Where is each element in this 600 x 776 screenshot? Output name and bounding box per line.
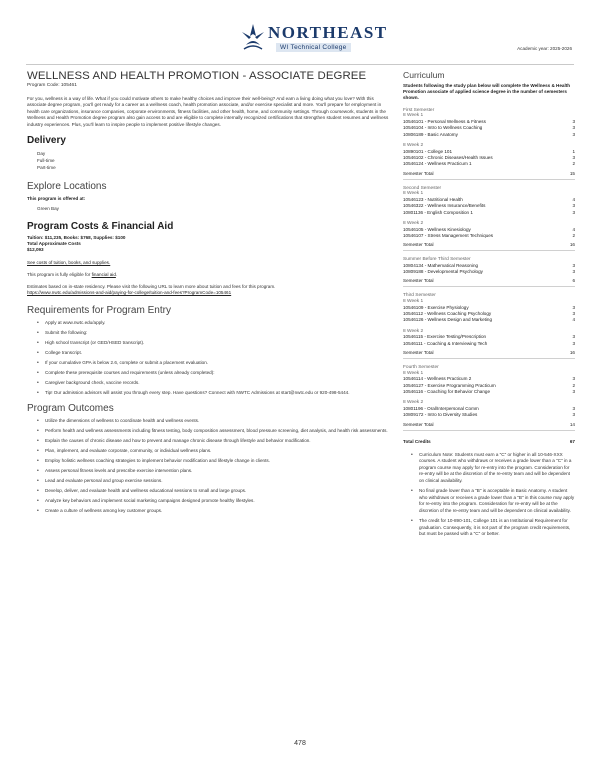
course-title: 10546126 - Wellness Design and Marketing — [403, 317, 493, 323]
course-credits: 4 — [572, 196, 575, 202]
requirements-list — [27, 320, 389, 397]
program-intro: For you, wellness is a way of life. What if you could motivate others to make healthy choices and improve their well-being? And earn a living doing what you love? With this associate degree program, you'll get ready for a career as a wellness coach, health promotion associate, and/or exercise specialist and more. You'll prepare for employment in health care organizations, insurance companies, corporate environments, fitness facilities, and other health, home, and community settings. Through coursework, students in the Wellness and Health Promotion degree program also gain access to and are eligible to complete internally recognized certifications that strengthen student resumes and wellness industry experiences. Plus, you'll learn to inspire people to implement positive lifestyle changes. — [27, 95, 389, 127]
semester — [403, 108, 575, 180]
logo-subtitle: WI Technical College — [276, 43, 351, 52]
course-title: 10801196 - Oral/Interpersonal Comm — [403, 405, 479, 411]
course-credits: 4 — [572, 317, 575, 323]
list-item: • Assess personal fitness levels and prescribe exercise intervention plans. — [37, 468, 389, 474]
course-credits: 3 — [572, 304, 575, 310]
semester-total-label: Semester Total — [403, 242, 434, 248]
course-row — [403, 132, 575, 138]
financial-aid-end: . — [115, 271, 118, 277]
curriculum-column — [403, 70, 575, 542]
financial-aid-link[interactable]: financial aid — [91, 271, 116, 277]
course-title: 10809172 - Intro to Diversity Studies — [403, 412, 478, 418]
course-title: 10546322 - Wellness Insurance/Benefits — [403, 203, 486, 209]
semester-total-row — [403, 171, 575, 180]
tuition-line: Tuition: $11,235, Books: $768, Supplies: $100 — [27, 234, 126, 240]
list-item: • Apply at www.nwtc.edu/apply. — [37, 320, 389, 326]
course-row — [403, 210, 575, 216]
tuition-url-link[interactable]: https://www.nwtc.edu/admissions-and-aid/paying-for-college/tuition-and-fees?ProgramCode=105461 — [27, 289, 232, 295]
semester-total-value: 15 — [569, 170, 575, 176]
curriculum-intro: Students following the study plan below will complete the Wellness & Health Promotion associate of applied science degree in the number of semesters shown. — [403, 83, 571, 101]
list-item: • Utilize the dimensions of wellness to coordinate health and wellness events. — [37, 418, 389, 424]
semester — [403, 293, 575, 359]
semester-total-value: 16 — [569, 242, 575, 248]
course-credits: 2 — [572, 382, 575, 388]
course-title: 10890101 - College 101 — [403, 148, 453, 154]
semester-name: Second Semester — [403, 185, 442, 191]
logo-name: NORTHEAST — [268, 23, 388, 42]
page-number: 478 — [294, 740, 306, 747]
semester — [403, 186, 575, 252]
course-credits: 3 — [572, 269, 575, 275]
outcomes-heading: Program Outcomes — [27, 402, 114, 414]
course-row — [403, 341, 575, 347]
estimate-text: Estimates based on in-state residency. Please visit the following URL to learn more about tuition and fees for this program. — [27, 283, 276, 289]
course-credits: 4 — [572, 226, 575, 232]
block-name: 8 Week 1 — [403, 191, 424, 197]
list-item: • Complete these prerequisite courses and requirements (unless already completed): — [37, 370, 389, 376]
page-title: WELLNESS AND HEALTH PROMOTION - ASSOCIATE DEGREE — [27, 70, 367, 82]
course-title: 10546102 - Chronic Diseases/Health Issues — [403, 154, 493, 160]
semester-name: Summer Before Third Semester — [403, 257, 471, 263]
course-credits: 3 — [572, 154, 575, 160]
course-credits: 2 — [572, 232, 575, 238]
semester-total-row — [403, 278, 575, 287]
course-credits: 3 — [572, 262, 575, 268]
locations-list — [27, 206, 389, 213]
course-title: 10806189 - Basic Anatomy — [403, 131, 458, 137]
course-title: 10546124 - Wellness Practicum 1 — [403, 161, 472, 167]
semester-block — [403, 191, 575, 216]
program-code: Program Code: 105461 — [27, 82, 77, 88]
semester-name: First Semester — [403, 107, 435, 113]
block-name: 8 Week 2 — [403, 328, 424, 334]
semester-total-label: Semester Total — [403, 170, 434, 176]
total-credits-label: Total Credits — [403, 438, 431, 444]
course-credits: 3 — [572, 203, 575, 209]
list-item: Green Bay — [37, 205, 59, 211]
course-title: 10546111 - Coaching & Interviewing Tech — [403, 340, 488, 346]
course-title: 10801136 - English Composition 1 — [403, 209, 473, 215]
course-credits: 3 — [572, 334, 575, 340]
course-credits: 3 — [572, 412, 575, 418]
semester-block — [403, 299, 575, 324]
course-row — [403, 389, 575, 395]
course-row — [403, 412, 575, 418]
financial-aid-text: This program is fully eligible for — [27, 271, 91, 277]
course-title: 10809188 - Developmental Psychology — [403, 269, 483, 275]
course-title: 10546114 - Wellness Practicum 2 — [403, 376, 472, 382]
semester-block — [403, 400, 575, 418]
list-item: • College transcript. — [37, 350, 389, 356]
list-item: • Explain the causes of chronic disease and how to prevent and manage chronic disease through lifestyle and behavior modification. — [37, 438, 389, 444]
course-credits: 3 — [572, 405, 575, 411]
semester-list — [403, 108, 575, 431]
curriculum-notes — [403, 452, 575, 538]
course-credits: 2 — [572, 161, 575, 167]
semester-total-value: 14 — [569, 421, 575, 427]
semester-total-label: Semester Total — [403, 421, 434, 427]
course-credits: 3 — [572, 376, 575, 382]
course-credits: 3 — [572, 131, 575, 137]
curriculum-heading: Curriculum — [403, 70, 445, 80]
semester-total-value: 6 — [572, 278, 575, 284]
semester-total-label: Semester Total — [403, 278, 434, 284]
course-credits: 3 — [572, 119, 575, 125]
program-details-column — [27, 70, 389, 519]
block-name: 8 Week 1 — [403, 370, 424, 376]
total-credits-value: 67 — [569, 438, 575, 444]
block-name: 8 Week 2 — [403, 400, 424, 406]
semester-block — [403, 113, 575, 138]
block-name: 8 Week 2 — [403, 142, 424, 148]
semester-total-row — [403, 242, 575, 251]
course-title: 10804134 - Mathematical Reasoning — [403, 262, 479, 268]
delivery-heading: Delivery — [27, 135, 66, 147]
approx-costs-label: Total Approximate Costs — [27, 240, 81, 246]
requirements-heading: Requirements for Program Entry — [27, 304, 171, 316]
list-item: • Perform health and wellness assessments including fitness testing, body composition assessment, blood pressure screening, diet analysis, and health risk assessments. — [37, 428, 389, 434]
list-item: • Submit the following: — [37, 330, 389, 336]
offered-at-label: This program is offered at: — [27, 196, 86, 202]
course-row — [403, 161, 575, 167]
semester-total-label: Semester Total — [403, 349, 434, 355]
list-item: • Develop, deliver, and evaluate health and wellness educational sessions to small and large groups. — [37, 488, 389, 494]
course-row — [403, 269, 575, 275]
delivery-list — [27, 151, 389, 172]
list-item: • Curriculum Note: Students must earn a "C" or higher in all 10-546-XXX courses. A student who withdraws or receives a grade lower than a "C" in a program course may apply for re-entry into the program. Consideration for re-entry will be at the discretion of the re-entry team and will be dependent on clinical availability. — [411, 452, 575, 485]
course-title: 10546123 - Nutritional Health — [403, 196, 463, 202]
costs-heading: Program Costs & Financial Aid — [27, 220, 174, 232]
course-title: 10546112 - Wellness Coaching Psychology — [403, 311, 492, 317]
total-credits-row — [403, 439, 575, 446]
block-name: 8 Week 2 — [403, 220, 424, 226]
see-costs-link[interactable]: See costs of tuition, books, and supplies. — [27, 259, 111, 265]
list-item: • Create a culture of wellness among key customer groups. — [37, 508, 389, 514]
course-row — [403, 317, 575, 323]
list-item: Part-time — [37, 165, 56, 171]
financial-aid-line — [27, 272, 389, 278]
semester-total-value: 16 — [569, 349, 575, 355]
course-credits: 3 — [572, 340, 575, 346]
list-item: • Employ holistic wellness coaching strategies to implement behavior modification and lifestyle change in clients. — [37, 458, 389, 464]
course-title: 10546104 - Intro to Wellness Coaching — [403, 125, 483, 131]
list-item: • Caregiver background check, vaccine records. — [37, 380, 389, 386]
semester-block — [403, 329, 575, 347]
semester-block — [403, 221, 575, 239]
academic-year: Academic year: 2025-2026 — [517, 46, 572, 51]
course-title: 10546107 - Stress Management Techniques — [403, 232, 494, 238]
semester-name: Third Semester — [403, 293, 436, 299]
semester-name: Fourth Semester — [403, 364, 439, 370]
course-credits: 3 — [572, 311, 575, 317]
list-item: • Lead and evaluate personal and group exercise sessions. — [37, 478, 389, 484]
semester-block — [403, 143, 575, 168]
course-title: 10546116 - Coaching for Behavior Change — [403, 388, 491, 394]
outcomes-list — [27, 418, 389, 515]
course-credits: 1 — [572, 148, 575, 154]
list-item: • High school transcript (or GED/HSED transcript). — [37, 340, 389, 346]
list-item: • Tip! Our admission advisors will assist you through every step. Have questions? Connect with NWTC Admissions at start@nwtc.edu or 920-498-5444. — [37, 390, 389, 396]
approx-costs-value: $12,093 — [27, 247, 44, 253]
semester-block — [403, 371, 575, 396]
course-title: 10546105 - Wellness Kinesiology — [403, 226, 471, 232]
course-title: 10546115 - Exercise Testing/Prescription — [403, 334, 487, 340]
page-header — [0, 22, 600, 62]
list-item: • If your cumulative GPA is below 2.6, complete or submit a placement evaluation. — [37, 360, 389, 366]
block-name: 8 Week 1 — [403, 299, 424, 305]
block-name: 8 Week 1 — [403, 113, 424, 119]
compass-star-icon — [238, 23, 268, 55]
locations-heading: Explore Locations — [27, 181, 107, 193]
semester — [403, 365, 575, 431]
college-logo[interactable] — [238, 22, 388, 58]
course-title: 10546109 - Exercise Physiology — [403, 304, 469, 310]
list-item: • The credit for 10-890-101, College 101 is an Institutional Requirement for graduation. Consequently, it is not part of the program credit requirements, but must be passed with a "C" or better. — [411, 518, 575, 538]
list-item: • No final grade lower than a "B" is acceptable in Basic Anatomy. A student who withdraws or receives a grade lower than a "B" in this course may apply for re-entry into the program. Consideration for re-entry will be at the discretion of the re-entry team and will be dependent on clinical availability. — [411, 488, 575, 514]
course-title: 10546127 - Exercise Programming Practicum — [403, 382, 496, 388]
semester-total-row — [403, 350, 575, 359]
list-item: Full-time — [37, 158, 55, 164]
semester — [403, 257, 575, 287]
semester-total-row — [403, 422, 575, 431]
list-item: • Plan, implement, and evaluate corporate, community, or individual wellness plans. — [37, 448, 389, 454]
semester-block — [403, 263, 575, 276]
header-divider — [26, 64, 574, 65]
list-item: Day — [37, 151, 46, 157]
course-credits: 3 — [572, 388, 575, 394]
list-item: • Analyze key behaviors and implement social marketing campaigns designed promote healthy lifestyles. — [37, 498, 389, 504]
course-row — [403, 233, 575, 239]
course-title: 10546101 - Personal Wellness & Fitness — [403, 119, 486, 125]
course-credits: 3 — [572, 209, 575, 215]
course-credits: 3 — [572, 125, 575, 131]
